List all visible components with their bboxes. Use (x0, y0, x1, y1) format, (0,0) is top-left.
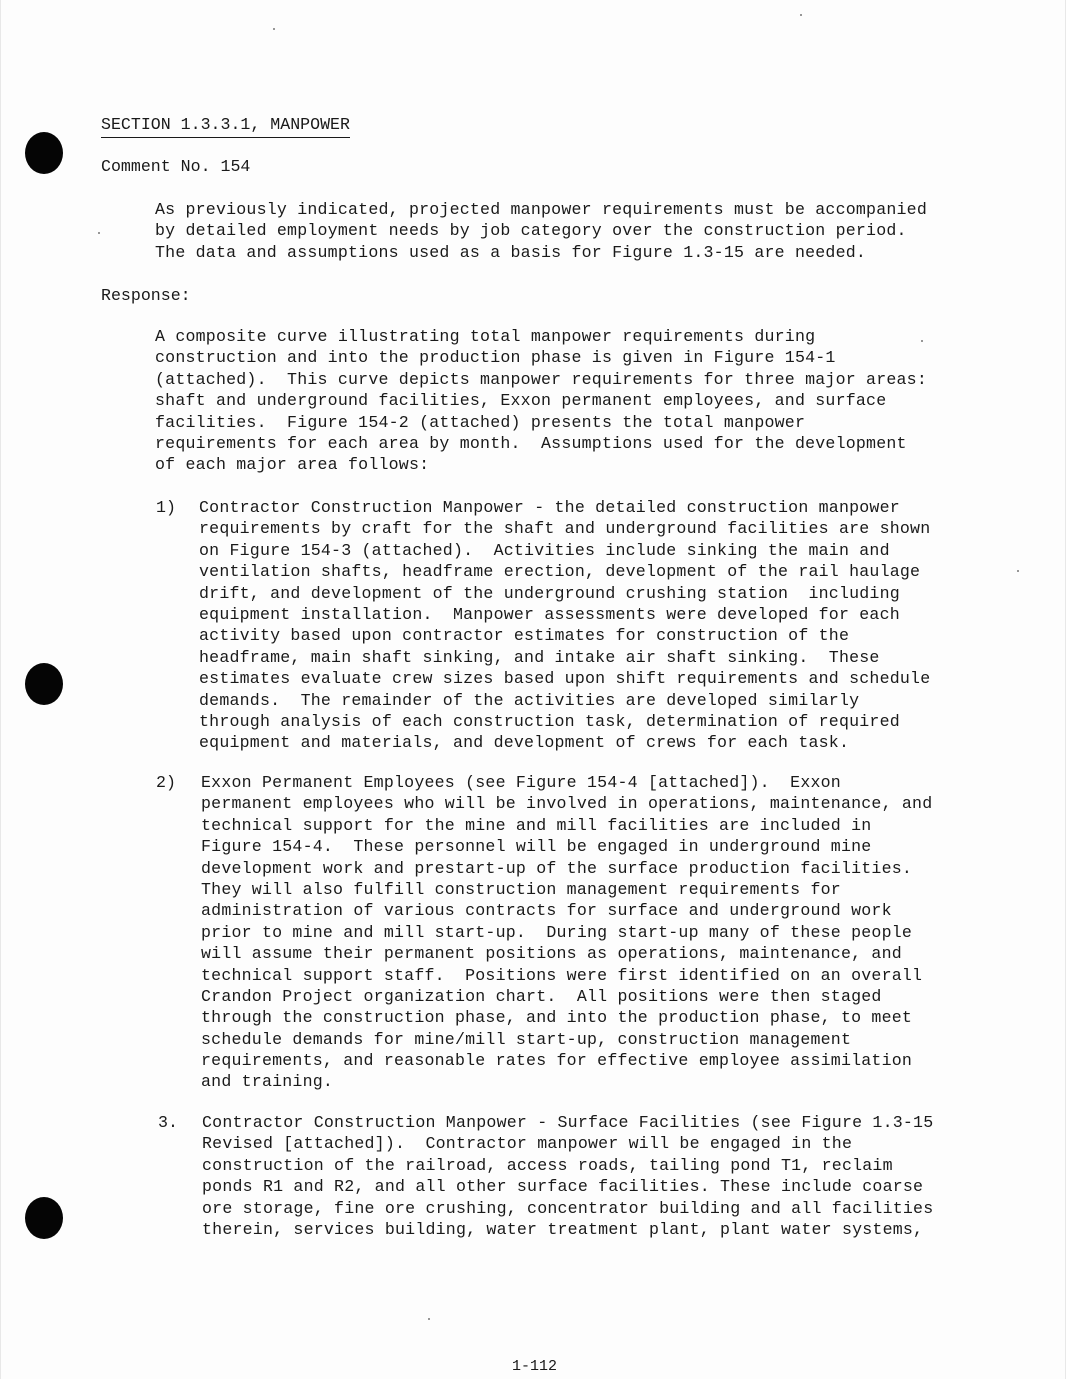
item-line: Revised [attached]). Contractor manpower will be engaged in the (202, 1134, 853, 1154)
item-number-1: 1) (156, 498, 176, 517)
comment-line: by detailed employment needs by job category over the construction period. (155, 221, 907, 241)
item-line: They will also fulfill construction management requirements for (201, 879, 841, 899)
item-line: Crandon Project organization chart. All positions were then staged (201, 986, 882, 1006)
item-line: technical support for the mine and mill facilities are included in (201, 815, 872, 835)
item-3-text (202, 1112, 933, 1240)
item-line: ore storage, fine ore crushing, concentrator building and all facilities (202, 1198, 934, 1218)
item-line: through analysis of each construction task, determination of required (199, 711, 900, 731)
item-number-3: 3. (158, 1113, 178, 1132)
response-intro (155, 326, 927, 476)
item-line: will assume their permanent positions as operations, maintenance, and (201, 944, 902, 964)
page-edge-left (0, 0, 1, 1379)
response-line: (attached). This curve depicts manpower requirements for three major areas: (155, 369, 927, 389)
punch-hole-middle (25, 663, 63, 705)
item-line: ventilation shafts, headframe erection, development of the rail haulage (199, 562, 921, 582)
item-2-text (201, 772, 932, 1093)
item-line: Exxon Permanent Employees (see Figure 154-4 [attached]). Exxon (201, 773, 841, 792)
comment-line: The data and assumptions used as a basis for Figure 1.3-15 are needed. (155, 242, 867, 262)
item-line: and training. (201, 1072, 334, 1092)
item-line: Contractor Construction Manpower - Surface Facilities (see Figure 1.3-15 (202, 1113, 934, 1132)
response-line: A composite curve illustrating total manpower requirements during (155, 327, 816, 346)
response-line: construction and into the production phase is given in Figure 154-1 (155, 348, 836, 368)
punch-hole-bottom (25, 1197, 63, 1239)
comment-label: Comment No. 154 (101, 157, 251, 176)
response-line: shaft and underground facilities, Exxon permanent employees, and surface (155, 391, 887, 411)
item-line: Figure 154-4. These personnel will be engaged in underground mine (201, 837, 872, 857)
item-line: administration of various contracts for surface and underground work (201, 901, 892, 921)
item-line: prior to mine and mill start-up. During start-up many of these people (201, 922, 913, 942)
response-label: Response: (101, 286, 191, 305)
punch-hole-top (25, 132, 63, 174)
item-number-2: 2) (156, 773, 176, 792)
item-line: Contractor Construction Manpower - the detailed construction manpower (199, 498, 900, 517)
scan-speck (273, 28, 275, 30)
item-line: through the construction phase, and into the production phase, to meet (201, 1008, 913, 1028)
item-line: permanent employees who will be involved in operations, maintenance, and (201, 794, 933, 814)
item-line: construction of the railroad, access roads, tailing pond T1, reclaim (202, 1155, 893, 1175)
item-line: on Figure 154-3 (attached). Activities include sinking the main and (199, 540, 890, 560)
page-number: 1-112 (512, 1358, 558, 1375)
item-line: drift, and development of the underground crushing station including (199, 583, 900, 603)
scan-speck (1017, 570, 1019, 572)
item-line: equipment installation. Manpower assessments were developed for each (199, 604, 900, 624)
item-line: technical support staff. Positions were first identified on an overall (201, 965, 923, 985)
scan-speck (98, 232, 100, 234)
item-line: requirements by craft for the shaft and underground facilities are shown (199, 519, 931, 539)
item-line: requirements, and reasonable rates for effective employee assimilation (201, 1051, 913, 1071)
scan-speck (428, 1318, 430, 1320)
item-line: estimates evaluate crew sizes based upon shift requirements and schedule (199, 669, 931, 689)
item-line: schedule demands for mine/mill start-up, construction management (201, 1029, 852, 1049)
item-line: demands. The remainder of the activities are developed similarly (199, 690, 860, 710)
item-1-text (199, 497, 930, 754)
section-heading: SECTION 1.3.3.1, MANPOWER (101, 114, 350, 138)
response-line: requirements for each area by month. Assumptions used for the development (155, 433, 907, 453)
comment-text (155, 199, 927, 263)
item-line: headframe, main shaft sinking, and intake air shaft sinking. These (199, 647, 880, 667)
comment-line: As previously indicated, projected manpower requirements must be accompanied (155, 200, 927, 219)
response-line: facilities. Figure 154-2 (attached) presents the total manpower (155, 412, 806, 432)
item-line: development work and prestart-up of the surface production facilities. (201, 858, 913, 878)
item-line: therein, services building, water treatment plant, plant water systems, (202, 1219, 924, 1239)
item-line: activity based upon contractor estimates for construction of the (199, 626, 850, 646)
scan-speck (800, 14, 802, 16)
item-line: ponds R1 and R2, and all other surface facilities. These include coarse (202, 1177, 924, 1197)
item-line: equipment and materials, and development of crews for each task. (199, 733, 850, 753)
response-line: of each major area follows: (155, 455, 430, 475)
